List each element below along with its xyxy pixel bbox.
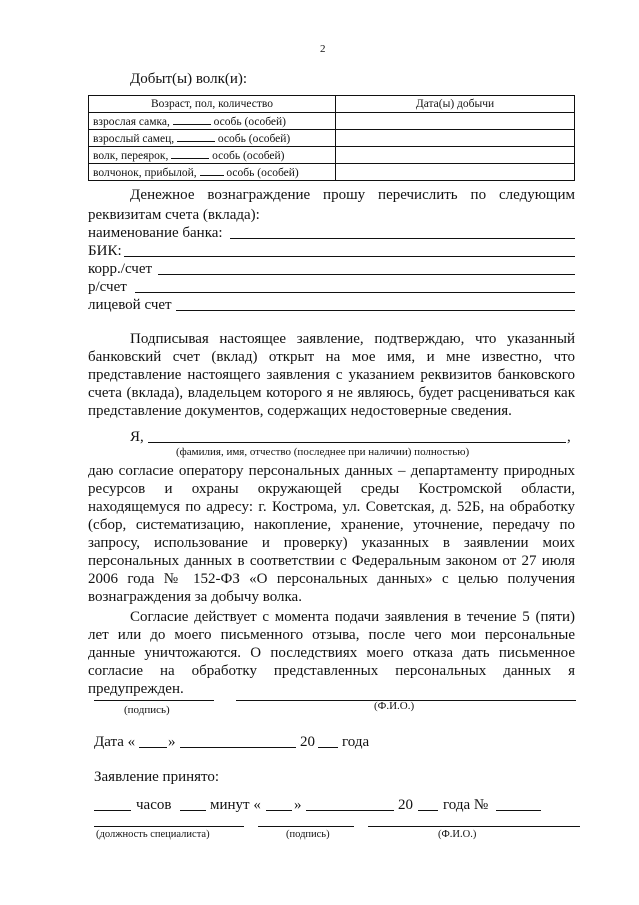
date-year-field[interactable] [318,747,338,748]
accepted-minutes-label: минут « [210,797,261,813]
specialist-signature-label: (подпись) [286,829,330,840]
consent-line: даю согласие оператору персональных данных – департаменту природных [88,463,575,479]
table-header-age: Возраст, пол, количество [89,96,336,113]
table-cell-category [89,113,336,130]
table-cell-category [89,164,336,181]
fio-hint: (фамилия, имя, отчество (последнее при наличии) полностью) [176,446,470,458]
caught-heading: Добыт(ы) волк(и): [130,71,248,87]
consent-comma: , [567,429,571,445]
category-label: взрослая самка, [93,115,170,128]
unit-label: особь (особей) [212,149,285,162]
accepted-hours-label: часов [136,797,172,813]
applicant-signature-field[interactable] [94,700,214,701]
bik-label: БИК: [88,243,122,259]
count-blank[interactable] [177,131,215,142]
validity-line: Согласие действует с момента подачи заявления в течение 5 (пяти) [130,609,575,625]
date-year-suffix: года [342,734,370,750]
table-cell-date[interactable] [336,113,575,130]
unit-label: особь (особей) [217,132,291,145]
fio-label: (Ф.И.О.) [374,700,415,712]
accepted-year-suffix: года № [443,797,489,813]
table-row [89,130,575,147]
date-prefix: Дата « [94,734,136,750]
consent-line: персональных данных в соответствии с Федеральным законом от 27 июля [88,553,575,569]
bank-name-label: наименование банка: [88,225,223,241]
table-cell-date[interactable] [336,147,575,164]
specialist-position-field[interactable] [94,826,244,827]
accepted-day-field[interactable] [266,810,292,811]
consent-line: 2006 года № 152-ФЗ «О персональных данных» с целью получения [88,571,575,587]
bank-name-field[interactable] [230,238,575,239]
category-label: взрослый самец, [93,132,175,145]
consent-line: находящемуся по адресу: г. Кострома, ул. Советская, д. 52Б, на обработку [88,499,575,515]
date-day-field[interactable] [139,747,167,748]
category-label: волчонок, прибылой, [93,166,197,179]
specialist-signature-field[interactable] [258,826,354,827]
table-cell-date[interactable] [336,164,575,181]
accepted-minutes-field[interactable] [180,810,206,811]
date-close: » [168,734,176,750]
bank-intro-line: Денежное вознаграждение прошу перечислить по следующим [130,187,575,203]
table-row [89,113,575,130]
applicant-fio-field[interactable] [148,442,566,443]
confirm-line: Подписывая настоящее заявление, подтверждаю, что указанный [130,331,575,347]
count-blank[interactable] [171,148,209,159]
settlement-account-field[interactable] [135,292,575,293]
date-year-prefix: 20 [300,734,315,750]
validity-line: данные уничтожаются. О последствиях моего отказа дать письменное [88,645,575,661]
confirm-line: представление документов, содержащих недостоверные сведения. [88,403,512,419]
table-row [89,147,575,164]
accepted-close: » [294,797,302,813]
personal-account-field[interactable] [176,310,575,311]
corr-account-label: корр./счет [88,261,153,277]
consent-line: ресурсов и охраны окружающей среды Костромской области, [88,481,575,497]
accepted-heading: Заявление принято: [94,769,220,785]
consent-line: (сбор, систематизацию, накопление, хранение, уточнение, передачу по [88,517,575,533]
corr-account-field[interactable] [158,274,575,275]
confirm-line: банковский счет (вклад) открыт на мое имя, и мне известно, что [88,349,575,365]
personal-account-label: лицевой счет [88,297,172,313]
bank-intro-line: реквизитам счета (вклада): [88,207,260,223]
accepted-number-field[interactable] [496,810,541,811]
accepted-year-field[interactable] [418,810,438,811]
unit-label: особь (особей) [213,115,287,128]
confirm-line: счета (вклада), владельцем которого я не являюсь, будет расцениваться как [88,385,575,401]
confirm-line: представление настоящего заявления с указанием реквизитов банковского [88,367,575,383]
count-blank[interactable] [173,114,211,125]
specialist-fio-field[interactable] [368,826,580,827]
specialist-position-label: (должность специалиста) [96,829,210,840]
table-header-date: Дата(ы) добычи [336,96,575,113]
validity-line: согласие на обработку представленных персональных данных я [88,663,575,679]
catch-table [88,95,575,181]
unit-label: особь (особей) [226,166,299,179]
bik-field[interactable] [124,256,575,257]
date-month-field[interactable] [180,747,296,748]
accepted-year-prefix: 20 [398,797,413,813]
specialist-fio-label: (Ф.И.О.) [438,829,477,840]
table-cell-category [89,147,336,164]
table-row [89,164,575,181]
category-label: волк, переярок, [93,149,169,162]
consent-ya: Я, [130,429,144,445]
table-cell-date[interactable] [336,130,575,147]
page-number: 2 [320,43,326,55]
validity-line: лет или до моего письменного отзыва, после чего мои персональные [88,627,575,643]
table-cell-category [89,130,336,147]
table-header-row [89,96,575,113]
accepted-month-field[interactable] [306,810,394,811]
accepted-hours-field[interactable] [94,810,131,811]
settlement-account-label: р/счет [88,279,127,295]
count-blank[interactable] [200,165,224,176]
consent-line: вознаграждения за добычу волка. [88,589,302,605]
consent-line: запросу, использование и проверку) указанных в заявлении моих [88,535,575,551]
validity-line: предупрежден. [88,681,184,697]
signature-label: (подпись) [124,704,170,716]
